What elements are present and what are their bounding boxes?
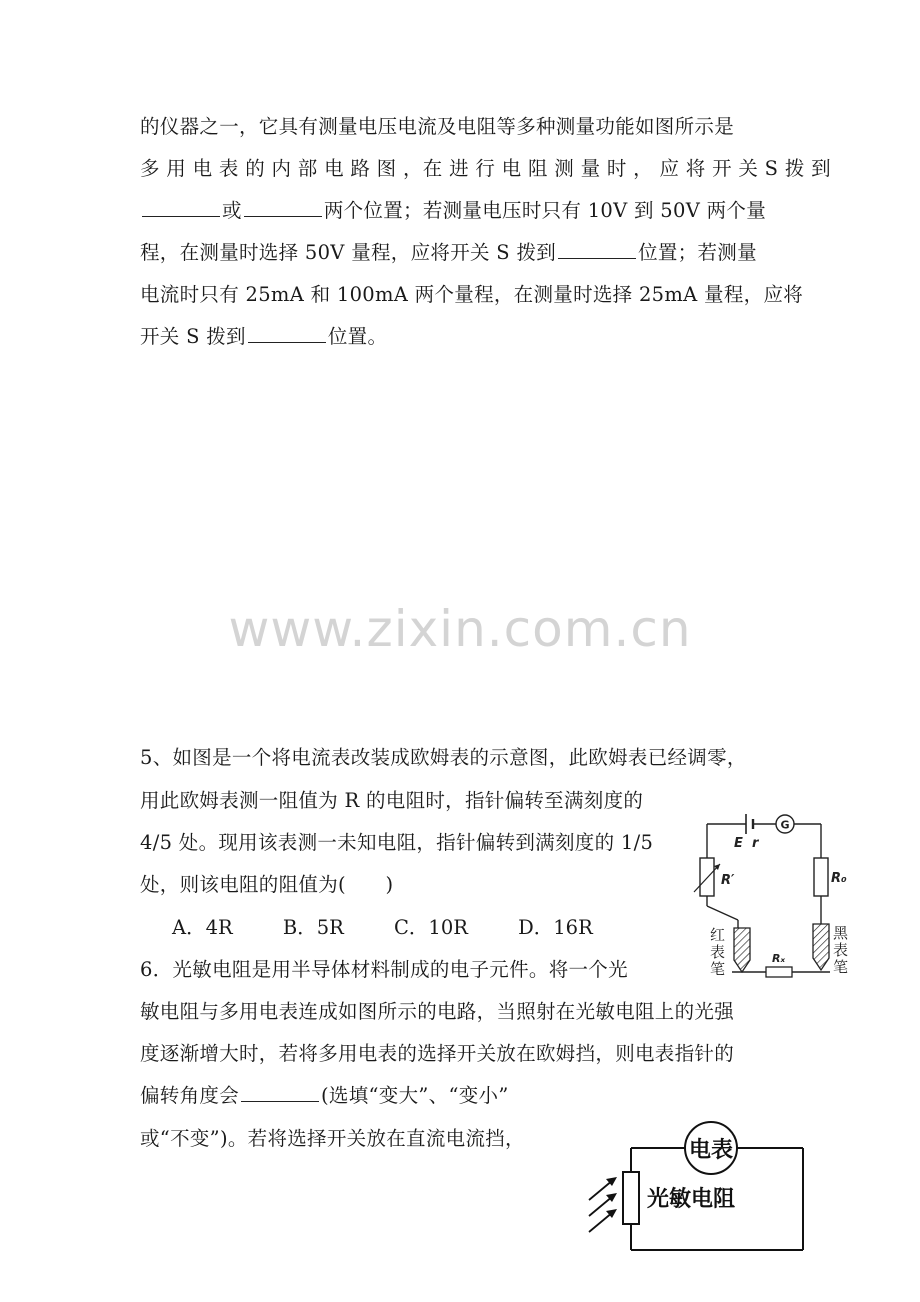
option-d: D．16R xyxy=(518,916,593,939)
answer-blank xyxy=(241,1083,319,1102)
q6-line-4: 偏转角度会 (选填“变大”、“变小” xyxy=(140,1084,509,1107)
answer-blank xyxy=(142,198,220,217)
watermark: www.zixin.com.cn xyxy=(228,600,692,658)
q4-line-2: 多 用 电 表 的 内 部 电 路 图 ，在 进 行 电 阻 测 量 时 ， 应 将 开 关 S 拨 到 xyxy=(140,157,831,180)
q4-line-6: 开关 S 拨到 位置。 xyxy=(140,325,388,348)
black-pen-label-3: 笔 xyxy=(833,958,849,976)
galvanometer-label: G xyxy=(780,818,790,832)
q5-line-3: 4/5 处。现用该表测一未知电阻，指针偏转到满刻度的 1/5 xyxy=(140,831,654,854)
q5-line-4: 处，则该电阻的阻值为( ) xyxy=(140,873,394,896)
q6-line-5: 或“不变”)。若将选择开关放在直流电流挡， xyxy=(140,1127,525,1150)
q6-line-1: 6．光敏电阻是用半导体材料制成的电子元件。将一个光 xyxy=(140,958,628,981)
emf-label: E xyxy=(734,836,743,851)
q5-line-1: 5、如图是一个将电流表改装成欧姆表的示意图，此欧姆表已经调零， xyxy=(140,746,747,769)
ohmmeter-circuit-diagram xyxy=(690,800,870,990)
option-a: A．4R xyxy=(172,916,233,939)
red-pen-label-2: 表 xyxy=(710,943,726,961)
red-pen-label-1: 红 xyxy=(710,926,726,944)
variable-resistor-label: R′ xyxy=(721,873,735,888)
q6-line-3: 度逐渐增大时，若将多用电表的选择开关放在欧姆挡，则电表指针的 xyxy=(140,1042,735,1065)
red-probe-icon xyxy=(734,928,750,972)
photoresistor-label: 光敏电阻 xyxy=(647,1187,736,1212)
q6-line-2: 敏电阻与多用电表连成如图所示的电路，当照射在光敏电阻上的光强 xyxy=(140,1000,735,1023)
q5-options xyxy=(172,913,637,943)
photoresistor-icon xyxy=(623,1172,639,1224)
option-c: C．10R xyxy=(394,916,468,939)
q4-line-1: 的仪器之一，它具有测量电压电流及电阻等多种测量功能如图所示是 xyxy=(140,115,735,138)
answer-blank xyxy=(558,240,636,259)
q4-line-5: 电流时只有 25mA 和 100mA 两个量程，在测量时选择 25mA 量程，应将 xyxy=(140,283,804,306)
answer-blank xyxy=(248,324,326,343)
black-pen-label-2: 表 xyxy=(833,941,849,959)
meter-label: 电表 xyxy=(688,1138,734,1163)
r0-label: R₀ xyxy=(831,871,847,886)
rx-label: Rₓ xyxy=(772,952,786,965)
photoresistor-circuit-diagram xyxy=(575,1120,815,1260)
q4-line-3: 或 两个位置；若测量电压时只有 10V 到 50V 两个量 xyxy=(140,196,766,226)
option-b: B．5R xyxy=(282,916,344,939)
light-arrows-icon xyxy=(589,1180,613,1232)
black-probe-icon xyxy=(813,924,829,970)
red-pen-label-3: 笔 xyxy=(710,960,726,978)
q5-line-2: 用此欧姆表测一阻值为 R 的电阻时，指针偏转至满刻度的 xyxy=(140,789,644,812)
internal-resistance-label: r xyxy=(752,836,759,851)
answer-blank xyxy=(244,198,322,217)
black-pen-label-1: 黑 xyxy=(833,924,849,942)
q4-line-4: 程，在测量时选择 50V 量程，应将开关 S 拨到 位置；若测量 xyxy=(140,241,757,264)
